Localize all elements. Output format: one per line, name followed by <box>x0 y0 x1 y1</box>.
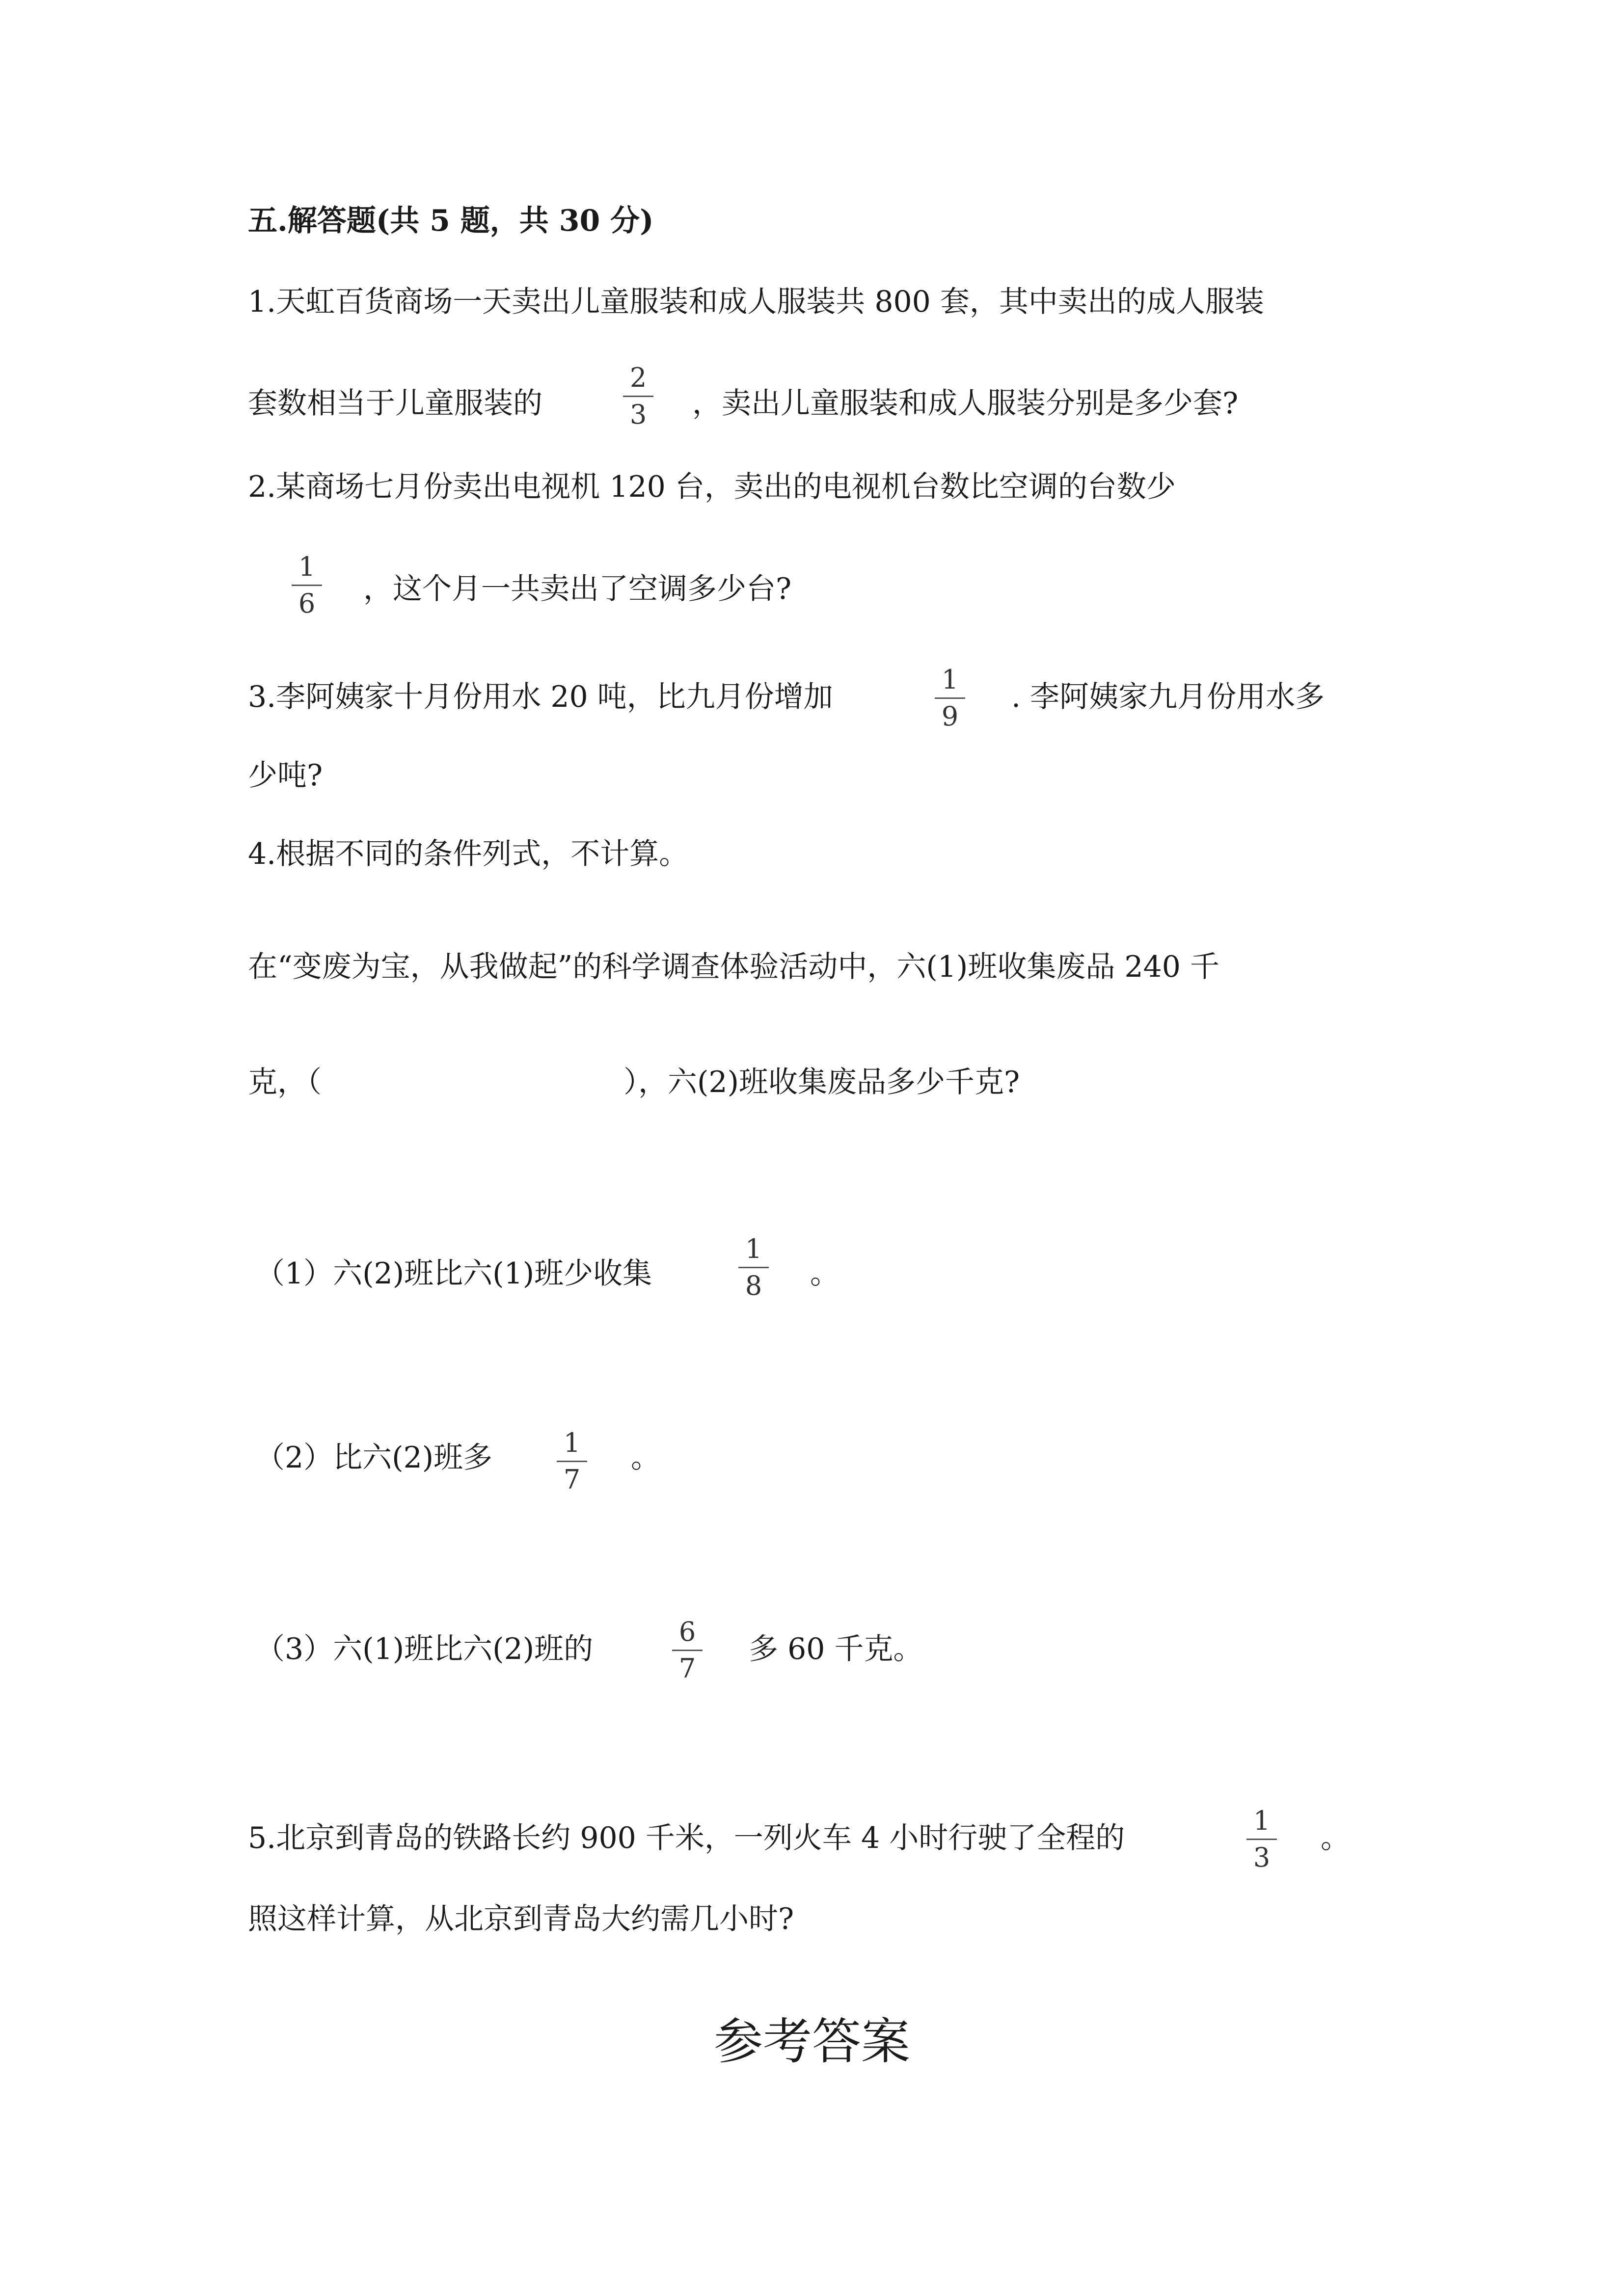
fraction-bar <box>738 1267 769 1268</box>
fraction-bar <box>557 1461 587 1462</box>
q4-line1: 4.根据不同的条件列式，不计算。 <box>248 837 689 871</box>
fraction-bar <box>292 585 322 586</box>
fraction-numerator: 6 <box>678 1616 696 1647</box>
q3-line1a: 3.李阿姨家十月份用水 20 吨，比九月份增加 <box>248 680 833 714</box>
q4-line3a: 克，（ <box>248 1065 322 1099</box>
q1-line2a: 套数相当于儿童服装的 <box>248 386 542 421</box>
q3-line2: 少吨? <box>248 758 323 793</box>
fraction-bar <box>935 697 965 699</box>
q5-line2: 照这样计算，从北京到青岛大约需几小时? <box>248 1902 794 1936</box>
fraction-numerator: 1 <box>298 551 316 582</box>
q2-line2b: ，这个月一共卖出了空调多少台? <box>363 572 792 606</box>
q4-sub3b: 多 60 千克。 <box>749 1632 923 1666</box>
fraction-denominator: 3 <box>1253 1842 1271 1873</box>
fraction-denominator: 6 <box>298 588 316 619</box>
q5-line1b: 。 <box>1321 1821 1350 1855</box>
fraction-denominator: 7 <box>678 1653 696 1684</box>
q3-fraction <box>933 665 967 731</box>
fraction-numerator: 2 <box>629 362 647 393</box>
q4-line3b: ），六(2)班收集废品多少千克? <box>623 1065 1020 1099</box>
q4-sub3a: （3）六(1)班比六(2)班的 <box>255 1632 594 1666</box>
q4-sub1a: （1）六(2)班比六(1)班少收集 <box>255 1256 652 1291</box>
q5-fraction <box>1245 1806 1279 1872</box>
q4-sub1b: 。 <box>810 1256 839 1291</box>
fraction-denominator: 3 <box>629 399 647 430</box>
fraction-numerator: 1 <box>941 664 959 695</box>
q4-sub2-fraction <box>555 1428 589 1495</box>
q3-line1b: . 李阿姨家九月份用水多 <box>1011 680 1325 714</box>
q1-fraction <box>621 363 655 429</box>
answer-title: 参考答案 <box>714 2013 910 2070</box>
fraction-numerator: 1 <box>745 1233 762 1264</box>
q4-line2: 在“变废为宝，从我做起”的科学调查体验活动中，六(1)班收集废品 240 千 <box>248 950 1220 984</box>
q4-sub2b: 。 <box>631 1441 660 1475</box>
fraction-numerator: 1 <box>563 1427 581 1458</box>
fraction-bar <box>672 1650 703 1651</box>
q4-sub3-fraction <box>670 1617 704 1683</box>
q5-line1a: 5.北京到青岛的铁路长约 900 千米，一列火车 4 小时行驶了全程的 <box>248 1821 1125 1855</box>
fraction-bar <box>1246 1839 1277 1840</box>
q4-sub1-fraction <box>736 1234 771 1301</box>
q1-line2b: ，卖出儿童服装和成人服装分别是多少套? <box>692 386 1239 421</box>
fraction-bar <box>623 396 653 397</box>
section-title: 五.解答题(共 5 题，共 30 分) <box>248 204 654 238</box>
q1-line1: 1.天虹百货商场一天卖出儿童服装和成人服装共 800 套，其中卖出的成人服装 <box>248 285 1264 319</box>
fraction-numerator: 1 <box>1253 1805 1271 1836</box>
q2-line1: 2.某商场七月份卖出电视机 120 台，卖出的电视机台数比空调的台数少 <box>248 470 1176 504</box>
fraction-denominator: 7 <box>563 1464 581 1495</box>
q4-sub2a: （2）比六(2)班多 <box>255 1441 493 1475</box>
fraction-denominator: 8 <box>745 1270 762 1301</box>
fraction-denominator: 9 <box>941 701 959 732</box>
q2-fraction <box>290 552 324 618</box>
